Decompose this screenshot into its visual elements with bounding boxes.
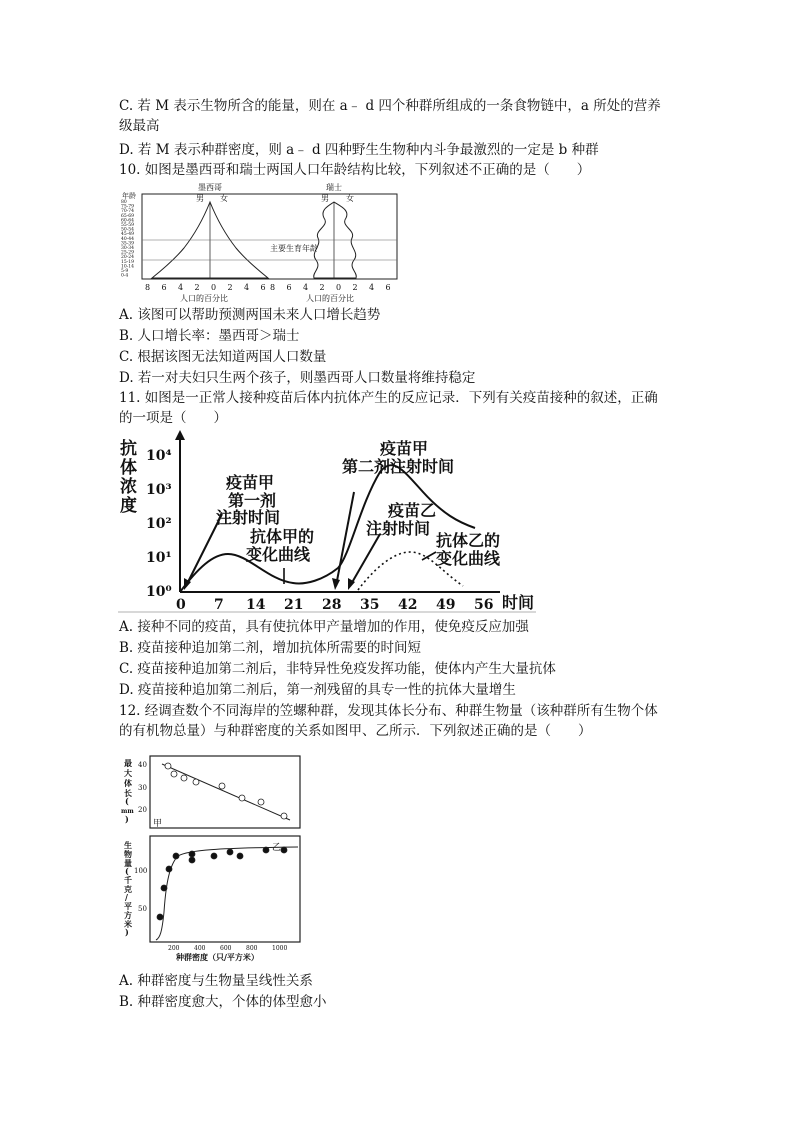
q12-stem-line1: 12. 经调查数个不同海岸的笠螺种群，发现其体长分布、种群生物量（该种群所有生物个体 — [119, 703, 658, 719]
svg-text:物: 物 — [124, 849, 132, 859]
mexico-x-tick: 2 — [227, 283, 233, 292]
svg-text:最: 最 — [124, 758, 132, 768]
age-tick-label: 10-14 — [121, 264, 134, 270]
panel-b-point — [237, 853, 243, 859]
y-tick-label: 10⁰ — [146, 584, 172, 600]
label-curve-a-2: 变化曲线 — [246, 545, 311, 564]
svg-text:(: ( — [125, 796, 129, 806]
svg-text:(: ( — [125, 866, 129, 876]
x-tick-label: 35 — [360, 597, 380, 613]
x-tick-label: 0 — [176, 597, 186, 613]
mexico-x-tick: 0 — [211, 283, 217, 292]
panel-b-point — [166, 866, 172, 872]
panel-b-point — [281, 847, 287, 853]
q9-option-c-line1: C. 若 M 表示生物所含的能量，则在 a﹣ d 四个种群所组成的一条食物链中，a 所处的营养 — [119, 98, 661, 114]
x-tick-label: 600 — [220, 945, 232, 952]
q10-option-a: A. 该图可以帮助预测两国未来人口增长趋势 — [119, 307, 381, 323]
x-tick-labels — [168, 945, 287, 952]
age-tick-label: 50-54 — [121, 227, 134, 233]
y-tick-label: 10⁴ — [146, 448, 172, 464]
mexico-female-label: 女 — [220, 194, 228, 203]
mexico-x-tick-labels — [145, 283, 266, 292]
svg-text:方: 方 — [124, 910, 132, 920]
x-tick-label: 800 — [246, 945, 258, 952]
q12-option-a: A. 种群密度与生物量呈线性关系 — [119, 973, 313, 989]
panel-b-point — [189, 857, 195, 863]
age-tick-label: 55-59 — [121, 223, 134, 228]
panel-b-curve — [156, 847, 298, 940]
mexico-x-tick: 4 — [244, 283, 250, 292]
svg-text:平: 平 — [124, 901, 132, 911]
panel-b-ytick-50: 50 — [138, 905, 147, 913]
age-tick-label: 65-69 — [121, 213, 134, 219]
panel-a-point — [165, 763, 171, 769]
arrow-head-2 — [332, 578, 340, 590]
panel-a-point — [181, 775, 187, 781]
x-tick-label: 42 — [398, 597, 418, 613]
panel-a-trend-line — [162, 764, 290, 820]
mexico-male-label: 男 — [196, 194, 204, 203]
label-vaccine-a-first-1: 疫苗甲 — [226, 473, 275, 492]
age-tick-label: 35-39 — [121, 241, 134, 247]
svg-text:体: 体 — [124, 778, 132, 788]
x-tick-label: 7 — [214, 597, 224, 613]
q10-option-d: D. 若一对夫妇只生两个孩子，则墨西哥人口数量将维持稳定 — [119, 370, 476, 386]
label-vaccine-b-1: 疫苗乙 — [388, 501, 437, 520]
antibody-a-curve — [180, 465, 475, 592]
x-tick-label: 28 — [322, 597, 342, 613]
arrow-vaccine-b — [350, 534, 380, 586]
swiss-female-label: 女 — [346, 194, 354, 203]
svg-text:量: 量 — [124, 858, 132, 868]
label-curve-b-2: 变化曲线 — [436, 549, 501, 568]
panel-a-ytick-20: 20 — [138, 806, 147, 814]
age-tick-labels — [121, 199, 134, 279]
swiss-x-tick: 2 — [319, 283, 325, 292]
mexico-x-tick: 6 — [161, 283, 167, 292]
y-axis-arrow — [175, 430, 185, 440]
mexico-x-tick: 8 — [145, 283, 151, 292]
panel-b-point — [173, 853, 179, 859]
age-tick-label: 0-4 — [121, 273, 129, 279]
age-tick-label: 25-29 — [121, 250, 134, 256]
q12-option-b: B. 种群密度愈大，个体的体型愈小 — [119, 994, 327, 1010]
q11-option-c: C. 疫苗接种追加第二剂后，非特异性免疫发挥功能，使体内产生大量抗体 — [119, 661, 556, 677]
label-vaccine-a-second-1: 疫苗甲 — [380, 439, 429, 458]
ylabel-char-2: 体 — [120, 458, 137, 478]
age-tick-label: 20-24 — [121, 255, 134, 261]
panel-a-point — [281, 813, 287, 819]
x-tick-label: 49 — [436, 597, 456, 613]
reproductive-age-annotation: 主要生育年龄 — [270, 244, 318, 253]
svg-text:/: / — [125, 892, 128, 902]
q11-stem-line2: 的一项是（ ） — [119, 410, 227, 426]
pyramid-frame — [142, 194, 397, 279]
age-axis-label: 年龄 — [122, 192, 136, 200]
panel-a-y-label — [121, 758, 134, 824]
panel-b-label: 乙 — [272, 843, 282, 853]
svg-text:生: 生 — [124, 840, 132, 850]
panel-a-point — [219, 783, 225, 789]
swiss-x-tick: 0 — [336, 283, 342, 292]
panel-a-point — [239, 795, 245, 801]
x-axis-unit: 时间 — [502, 593, 535, 612]
panel-b-y-label — [123, 840, 132, 937]
q11-stem-line1: 11. 如图是一正常人接种疫苗后体内抗体产生的反应记录．下列有关疫苗接种的叙述，正确 — [119, 390, 658, 406]
ylabel-char-1: 抗 — [120, 439, 137, 459]
antibody-response-figure — [118, 430, 538, 616]
x-tick-label: 1000 — [272, 945, 288, 952]
q11-option-a: A. 接种不同的疫苗，具有使抗体甲产量增加的作用，使免疫反应加强 — [119, 619, 529, 635]
swiss-x-tick-labels — [270, 283, 391, 292]
age-tick-label: 30-34 — [121, 246, 134, 251]
age-tick-label: 80 — [121, 200, 127, 205]
antibody-y-axis-label — [120, 438, 137, 516]
x-axis-label: 种群密度（只/平方米） — [176, 952, 259, 962]
x-tick-label: 400 — [194, 945, 206, 952]
svg-text:): ) — [125, 927, 129, 937]
label-vaccine-a-first-3: 注射时间 — [216, 508, 281, 527]
swiss-male-label: 男 — [321, 194, 329, 203]
x-tick-label: 21 — [284, 597, 304, 613]
x-tick-labels — [176, 597, 493, 613]
mexico-x-axis-label: 人口的百分比 — [180, 294, 228, 303]
age-tick-label: 70-74 — [121, 209, 134, 215]
panel-b-ytick-100: 100 — [134, 867, 148, 875]
label-curve-b-1: 抗体乙的 — [436, 531, 501, 550]
panel-a-ytick-40: 40 — [138, 761, 147, 769]
q11-option-d: D. 疫苗接种追加第二剂后，第一剂残留的具专一性的抗体大量增生 — [119, 682, 516, 698]
panel-a-point — [258, 799, 264, 805]
label-vaccine-a-first-2: 第一剂 — [228, 491, 277, 510]
age-tick-label: 75-79 — [121, 204, 134, 210]
q9-option-d: D. 若 M 表示种群密度，则 a﹣ d 四种野生生物种内斗争最激烈的一定是 b 种群 — [119, 142, 599, 158]
y-tick-label: 10³ — [146, 482, 172, 498]
x-tick-label: 14 — [246, 597, 266, 613]
swiss-x-tick: 6 — [286, 283, 292, 292]
q10-option-b: B. 人口增长率：墨西哥＞瑞士 — [119, 328, 300, 344]
panel-a-ytick-30: 30 — [138, 784, 147, 792]
x-tick-label: 200 — [168, 945, 180, 952]
mexico-x-tick: 6 — [260, 283, 266, 292]
panel-b-points — [157, 847, 287, 920]
panel-b-point — [157, 914, 163, 920]
panel-a-point — [171, 771, 177, 777]
panel-b-point — [211, 853, 217, 859]
q9-option-c-line2: 级最高 — [119, 118, 160, 134]
mexico-x-tick: 4 — [178, 283, 184, 292]
y-tick-label: 10² — [146, 516, 172, 532]
ylabel-char-3: 浓 — [120, 477, 137, 497]
swiss-x-tick: 8 — [270, 283, 276, 292]
limpet-figure — [118, 752, 304, 964]
panel-a-label: 甲 — [153, 819, 163, 829]
mexico-title: 墨西哥 — [198, 183, 222, 192]
svg-text:): ) — [125, 814, 129, 824]
mexico-x-tick: 2 — [194, 283, 200, 292]
swiss-x-tick: 4 — [369, 283, 375, 292]
x-tick-label: 56 — [474, 597, 494, 613]
age-tick-label: 60-64 — [121, 218, 134, 224]
swiss-title: 瑞士 — [326, 183, 342, 192]
swiss-x-tick: 6 — [385, 283, 391, 292]
label-vaccine-a-second-2: 第二剂注射时间 — [342, 457, 455, 476]
panel-b-point — [227, 849, 233, 855]
swiss-x-tick: 4 — [303, 283, 309, 292]
panel-a-point — [193, 779, 199, 785]
svg-text:米: 米 — [124, 919, 132, 929]
q10-stem: 10. 如图是墨西哥和瑞士两国人口年龄结构比较，下列叙述不正确的是（ ） — [119, 162, 591, 178]
population-pyramid-figure — [118, 182, 403, 304]
svg-text:长: 长 — [124, 788, 132, 798]
age-tick-label: 45-49 — [121, 232, 134, 238]
panel-b-point — [161, 885, 167, 891]
age-tick-label: 5-9 — [121, 269, 129, 274]
q12-stem-line2: 的有机物总量）与种群密度的关系如图甲、乙所示．下列叙述正确的是（ ） — [119, 723, 592, 739]
panel-b-point — [189, 851, 195, 857]
panel-b-point — [263, 847, 269, 853]
y-tick-labels — [146, 448, 172, 600]
q11-option-b: B. 疫苗接种追加第二剂，增加抗体所需要的时间短 — [119, 640, 422, 656]
svg-text:克: 克 — [124, 884, 132, 894]
swiss-x-axis-label: 人口的百分比 — [306, 294, 354, 303]
age-tick-label: 40-44 — [121, 236, 134, 242]
swiss-x-tick: 2 — [352, 283, 358, 292]
svg-text:大: 大 — [124, 768, 132, 778]
label-curve-a-1: 抗体甲的 — [250, 527, 315, 546]
age-tick-label: 15-19 — [121, 259, 134, 265]
label-vaccine-b-2: 注射时间 — [366, 519, 431, 538]
ylabel-char-4: 度 — [120, 496, 137, 516]
svg-text:千: 千 — [124, 875, 132, 885]
y-tick-label: 10¹ — [146, 550, 172, 566]
q10-option-c: C. 根据该图无法知道两国人口数量 — [119, 349, 327, 365]
svg-text:mm: mm — [121, 808, 134, 815]
